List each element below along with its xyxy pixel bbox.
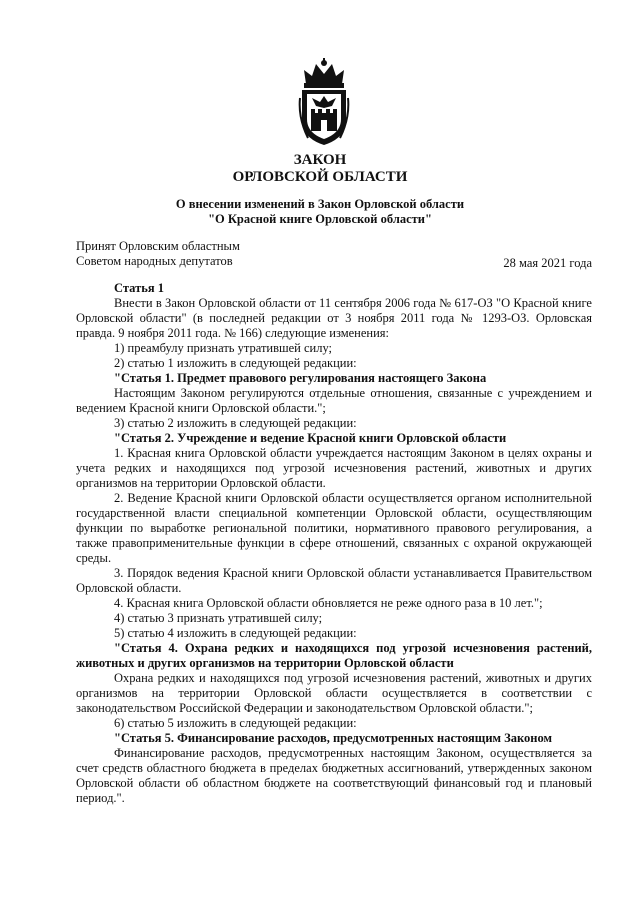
article-1-heading: "Статья 1. Предмет правового регулирования настоящего Закона xyxy=(114,371,487,385)
article-2-paragraph-1: 1. Красная книга Орловской области учреждается настоящим Законом в целях охраны и учета редких и находящихся под угрозой исчезновения растений, животных и других организмов на территории Орловской области. xyxy=(76,446,592,490)
amendment-item-2: 2) статью 1 изложить в следующей редакции: xyxy=(114,356,357,370)
amendment-item-4: 4) статью 3 признать утратившей силу; xyxy=(114,611,323,625)
amendment-item-6: 6) статью 5 изложить в следующей редакции: xyxy=(114,716,357,730)
article-5-text: Финансирование расходов, предусмотренных настоящим Законом, осуществляется за счет средств областного бюджета в пределах бюджетных ассигнований, утвержденных законом Орловской области об областном бюджете на соответствующий финансовый год и плановый период.". xyxy=(76,746,592,805)
article-heading: Статья 1 xyxy=(114,281,164,295)
law-subject-line1: О внесении изменений в Закон Орловской области xyxy=(175,197,465,211)
article-2-paragraph-3: 3. Порядок ведения Красной книги Орловской области устанавливается Правительством Орловской области. xyxy=(76,566,592,595)
article-2-paragraph-2: 2. Ведение Красной книги Орловской области осуществляется органом исполнительной государственной власти специальной компетенции Орловской области, осуществляющим функции по выработке региональной политики, нормативного правового регулирования, а также правоприменительные функции в сфере отношений, связанных с охраной окружающей среды. xyxy=(76,491,592,565)
article-intro: Внести в Закон Орловской области от 11 сентября 2006 года № 617-ОЗ "О Красной книге Орловской области" (в последней редакции от 3 ноября 2011 года № 1293-ОЗ. Орловская правда. 9 ноября 2011 года. № 166) следующие изменения: xyxy=(76,296,592,340)
law-subject-line2: "О Красной книге Орловской области" xyxy=(208,212,432,226)
adoption-authority-line2: Советом народных депутатов xyxy=(76,254,233,268)
document-region-title: ОРЛОВСКОЙ ОБЛАСТИ xyxy=(232,169,408,185)
document-body xyxy=(76,281,592,806)
document-type-title: ЗАКОН xyxy=(293,152,347,168)
article-4-text: Охрана редких и находящихся под угрозой исчезновения растений, животных и других организмов на территории Орловской области осуществляется в соответствии с законодательством Российской Федерации и законодательством Орловской области."; xyxy=(76,671,592,715)
amendment-item-5: 5) статью 4 изложить в следующей редакции: xyxy=(114,626,357,640)
orel-oblast-coat-of-arms-icon xyxy=(298,58,350,146)
adoption-authority-line1: Принят Орловским областным xyxy=(76,239,240,253)
article-4-heading: "Статья 4. Охрана редких и находящихся под угрозой исчезновения растений, животных и других организмов на территории Орловской области xyxy=(76,641,592,670)
article-5-heading: "Статья 5. Финансирование расходов, предусмотренных настоящим Законом xyxy=(114,731,553,745)
amendment-item-1: 1) преамбулу признать утратившей силу; xyxy=(114,341,333,355)
adoption-date: 28 мая 2021 года xyxy=(503,256,592,270)
article-1-text: Настоящим Законом регулируются отдельные отношения, связанные с учреждением и ведением Красной книги Орловской области."; xyxy=(76,386,592,415)
article-2-heading: "Статья 2. Учреждение и ведение Красной книги Орловской области xyxy=(114,431,507,445)
amendment-item-3: 3) статью 2 изложить в следующей редакции: xyxy=(114,416,357,430)
article-2-paragraph-4: 4. Красная книга Орловской области обновляется не реже одного раза в 10 лет."; xyxy=(114,596,543,610)
